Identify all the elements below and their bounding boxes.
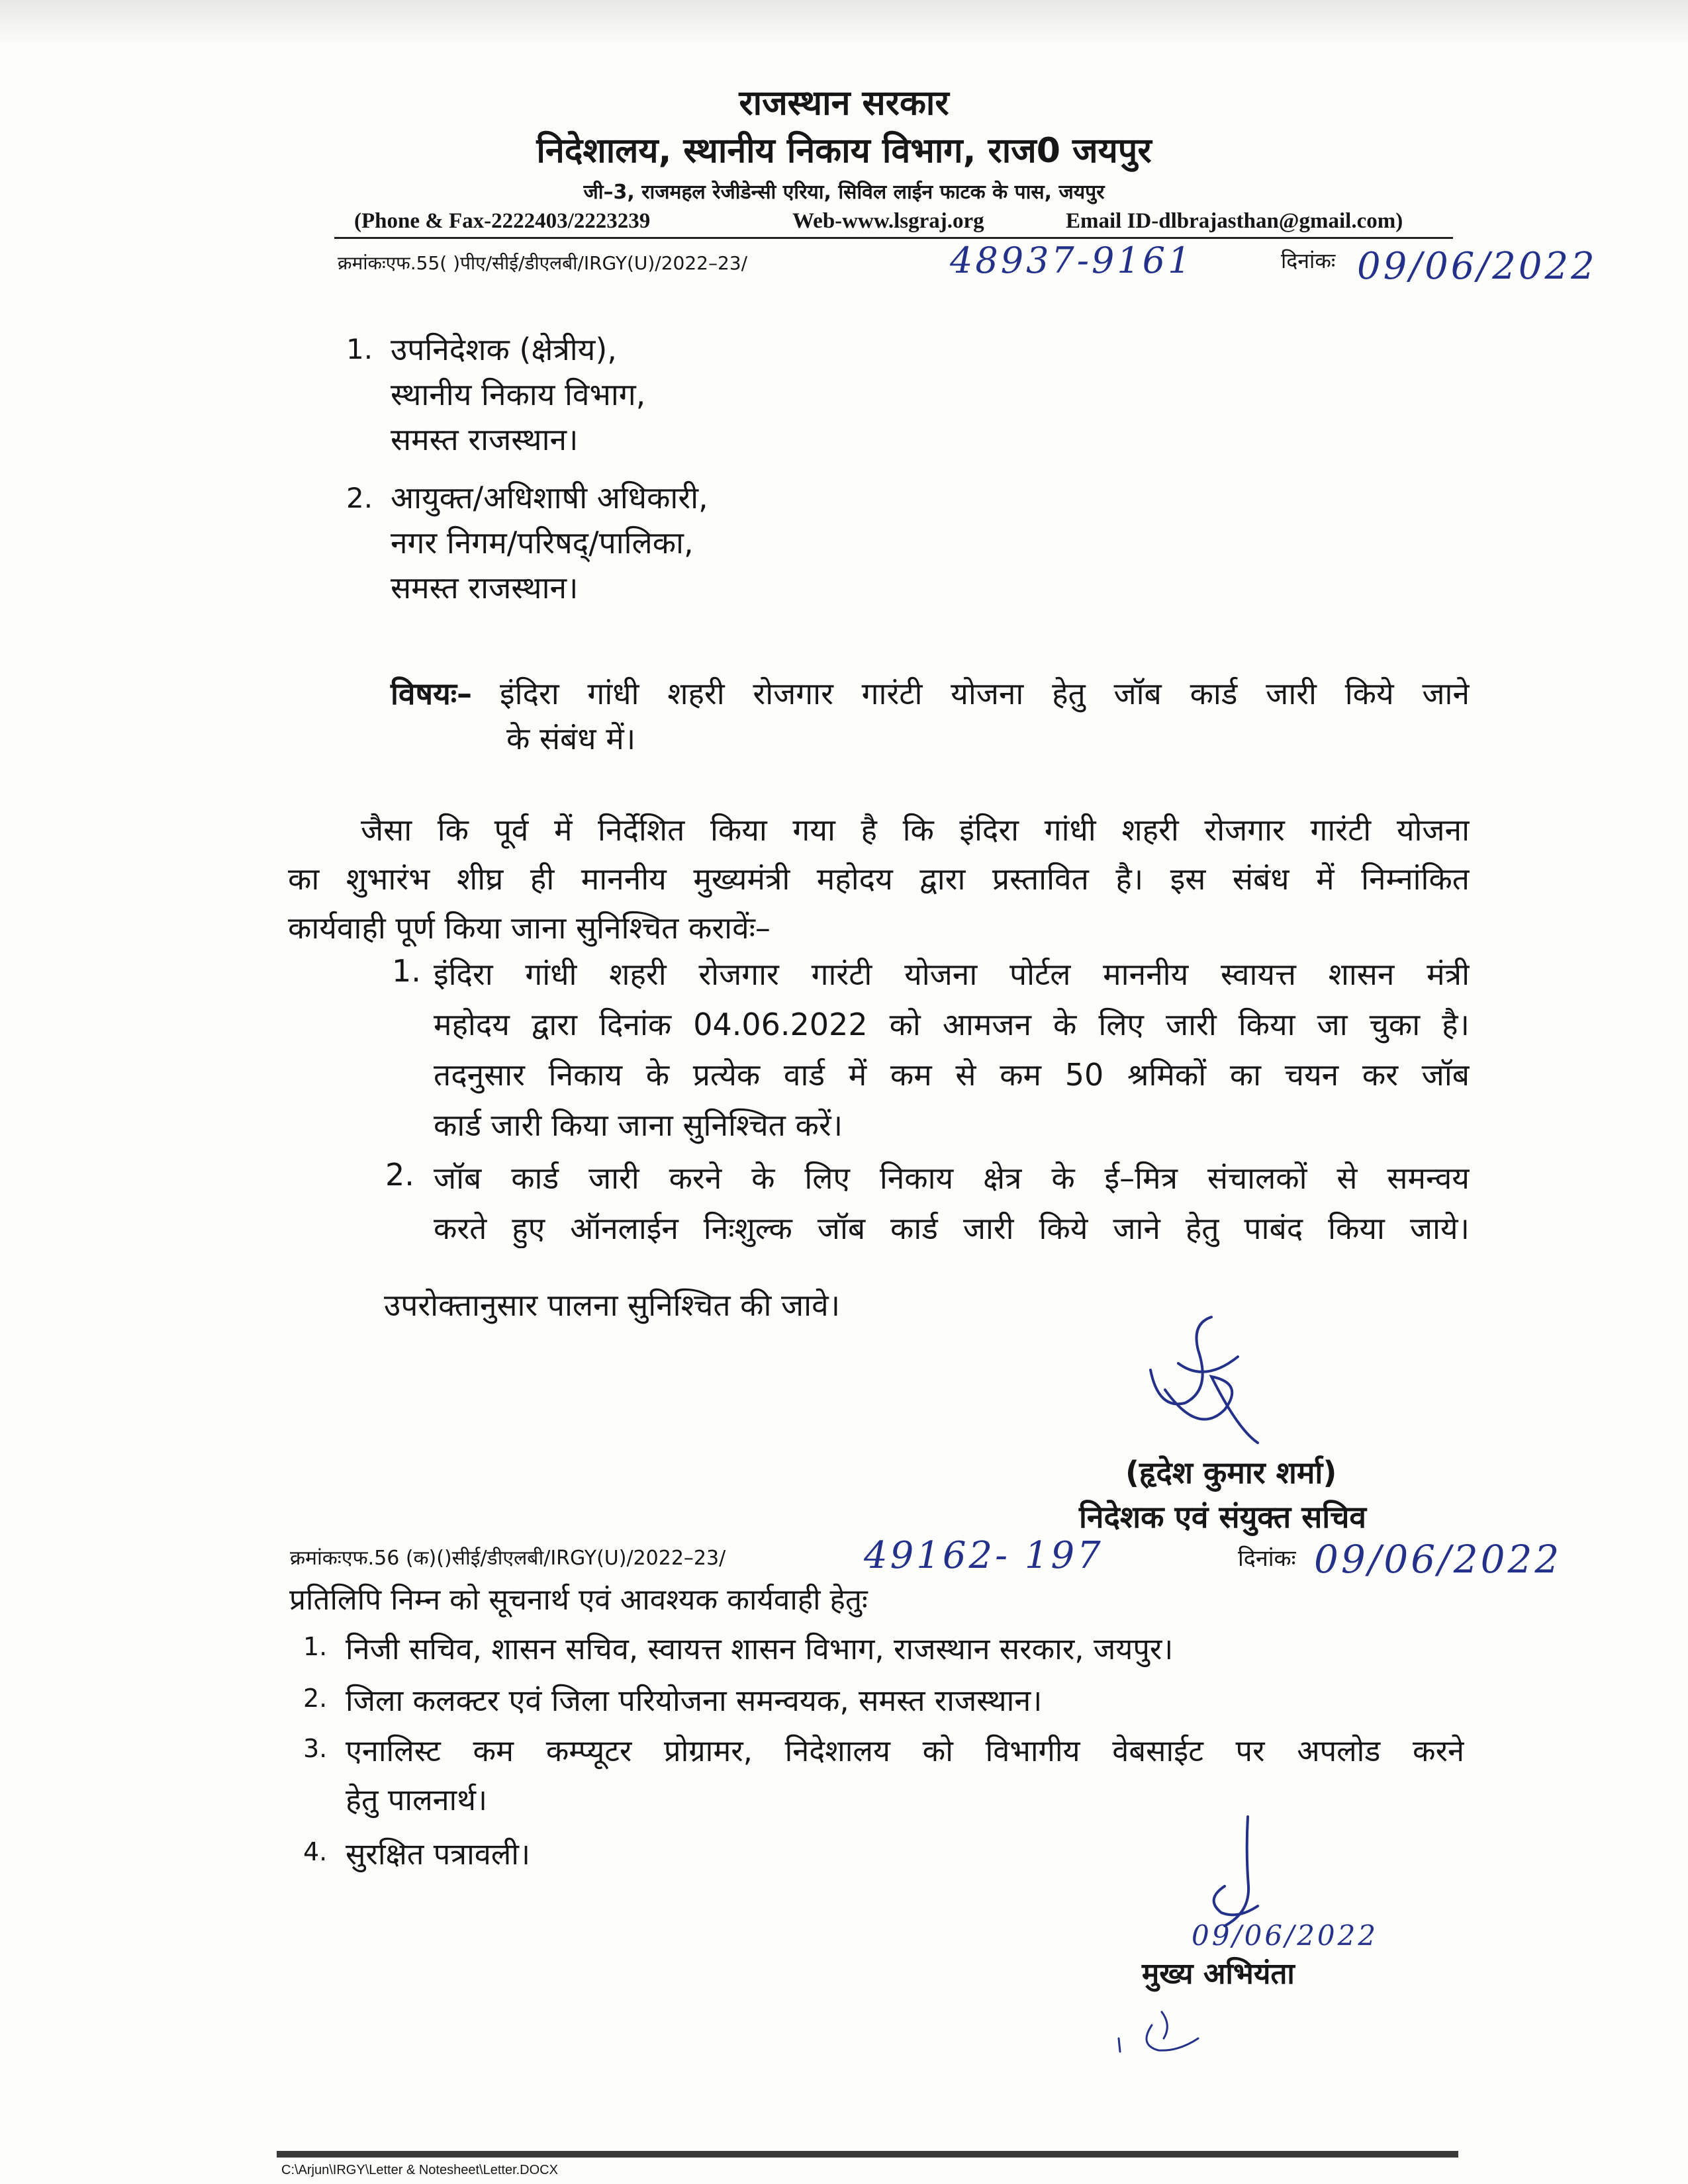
letterhead-rule <box>334 237 1453 239</box>
copy-line: हेतु पालनार्थ। <box>346 1782 488 1817</box>
signature-1 <box>1139 1310 1271 1456</box>
subject-label: विषयः– <box>391 676 473 711</box>
addressee-line: नगर निगम/परिषद्/पालिका, <box>391 525 694 561</box>
ref2-handwritten-date: 09/06/2022 <box>1314 1537 1562 1582</box>
ref1-handwritten-date: 09/06/2022 <box>1357 245 1597 288</box>
addressee-number: 2. <box>346 482 373 514</box>
addressee-line: आयुक्त/अधिशाषी अधिकारी, <box>391 480 708 516</box>
copy-line: एनालिस्ट कम कम्प्यूटर प्रोग्रामर, निदेशालय को विभागीय वेबसाईट पर अपलोड करने <box>346 1733 1464 1768</box>
copy-number: 4. <box>303 1837 328 1866</box>
point-number: 1. <box>392 953 421 989</box>
govt-title: राजस्थान सरकार <box>739 83 949 123</box>
ref2-date-label: दिनांकः <box>1238 1545 1296 1572</box>
subject-line: के संबंध में। <box>506 721 636 756</box>
body-line: जैसा कि पूर्व में निर्देशित किया गया है कि इंदिरा गांधी शहरी रोजगार गारंटी योजना <box>361 812 1470 848</box>
copy-number: 1. <box>303 1632 328 1661</box>
ref1-handwritten-number: 48937-9161 <box>950 240 1194 281</box>
subject-line: इंदिरा गांधी शहरी रोजगार गारंटी योजना हेतु जॉब कार्ड जारी किये जाने <box>500 676 1470 711</box>
body-line: कार्यवाही पूर्ण किया जाना सुनिश्चित करावेंः– <box>288 910 771 946</box>
footer-rule <box>277 2151 1458 2158</box>
scan-top-shadow <box>0 0 1688 46</box>
directorate-title: निदेशालय, स्थानीय निकाय विभाग, राज0 जयपुर <box>536 131 1152 171</box>
ref2-number: क्रमांकःएफ.56 (क)()सीई/डीएलबी/IRGY(U)/2022–23/ <box>290 1547 726 1570</box>
point-line: तदनुसार निकाय के प्रत्येक वार्ड में कम से कम 50 श्रमिकों का चयन कर जॉब <box>434 1057 1470 1093</box>
addressee-line: उपनिदेशक (क्षेत्रीय), <box>391 332 617 367</box>
addressee-number: 1. <box>346 333 373 365</box>
point-number: 2. <box>385 1157 414 1193</box>
ref1-date-label: दिनांकः <box>1281 248 1336 273</box>
copy-intro: प्रतिलिपि निम्न को सूचनार्थ एवं आवश्यक कार्यवाही हेतुः <box>289 1583 868 1617</box>
addressee-line: समस्त राजस्थान। <box>391 422 579 457</box>
address-line: जी–3, राजमहल रेजीडेन्सी एरिया, सिविल लाईन फाटक के पास, जयपुर <box>583 181 1105 204</box>
copy-line: जिला कलक्टर एवं जिला परियोजना समन्वयक, समस्त राजस्थान। <box>346 1683 1043 1718</box>
signatory-name: (हृदेश कुमार शर्मा) <box>1125 1455 1337 1490</box>
file-path: C:\Arjun\IRGY\Letter & Notesheet\Letter.DOCX <box>281 2163 558 2177</box>
copy-number: 2. <box>303 1684 328 1713</box>
website: Web-www.lsgraj.org <box>792 209 984 233</box>
ref2-handwritten-number: 49162- 197 <box>864 1534 1103 1577</box>
point-line: इंदिरा गांधी शहरी रोजगार गारंटी योजना पोर्टल माननीय स्वायत्त शासन मंत्री <box>434 956 1470 992</box>
email: Email ID-dlbrajasthan@gmail.com) <box>1066 209 1403 233</box>
point-line: जॉब कार्ड जारी करने के लिए निकाय क्षेत्र के ई–मित्र संचालकों से समन्वय <box>434 1160 1470 1196</box>
copy-number: 3. <box>303 1734 328 1763</box>
body-line: का शुभारंभ शीघ्र ही माननीय मुख्यमंत्री महोदय द्वारा प्रस्तावित है। इस संबंध में निम्नांकित <box>288 861 1470 897</box>
point-line: कार्ड जारी किया जाना सुनिश्चित करें। <box>434 1107 843 1143</box>
copy-line: सुरक्षित पत्रावली। <box>346 1837 530 1872</box>
ref1-number: क्रमांकःएफ.55( )पीए/सीई/डीएलबी/IRGY(U)/2022–23/ <box>338 252 748 274</box>
copy-line: निजी सचिव, शासन सचिव, स्वायत्त शासन विभाग, राजस्थान सरकार, जयपुर। <box>346 1631 1174 1666</box>
addressee-line: स्थानीय निकाय विभाग, <box>391 377 646 412</box>
phone-fax: (Phone & Fax-2222403/2223239 <box>354 209 651 233</box>
point-line: महोदय द्वारा दिनांक 04.06.2022 को आमजन के लिए जारी किया जा चुका है। <box>434 1007 1470 1042</box>
chief-engineer-designation: मुख्य अभियंता <box>1142 1957 1295 1991</box>
signatory-designation: निदेशक एवं संयुक्त सचिव <box>1079 1499 1366 1535</box>
addressee-line: समस्त राजस्थान। <box>391 570 579 606</box>
initial-mark <box>1112 1999 1231 2058</box>
point-line: करते हुए ऑनलाईन निःशुल्क जॉब कार्ड जारी किये जाने हेतु पाबंद किया जाये। <box>434 1210 1470 1246</box>
signature-2-date: 09/06/2022 <box>1192 1919 1379 1952</box>
closing-line: उपरोक्तानुसार पालना सुनिश्चित की जावे। <box>384 1287 841 1323</box>
